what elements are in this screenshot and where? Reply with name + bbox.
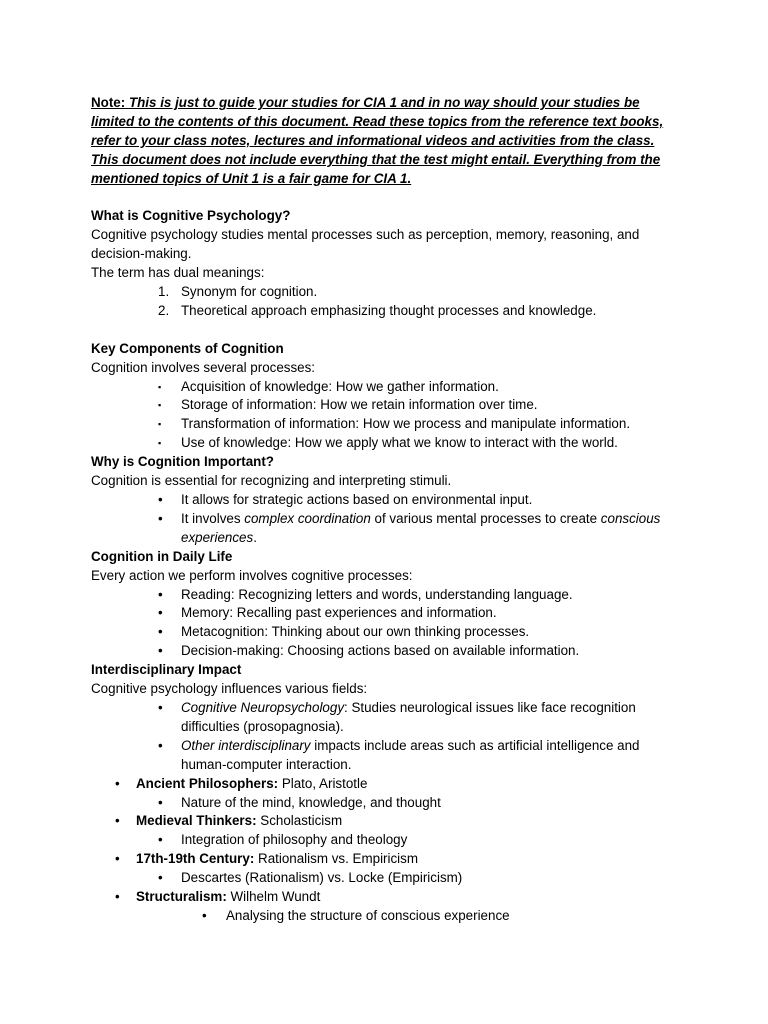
list-item (91, 396, 681, 415)
bullet-icon: • (158, 870, 163, 886)
numbered-list (91, 283, 681, 321)
paragraph: Cognitive psychology influences various fields: (91, 681, 368, 697)
heading-why-cognition-important: Why is Cognition Important? (91, 454, 274, 470)
list-item-text: of various mental processes to create (370, 510, 601, 526)
list-item (91, 907, 681, 926)
history-label: 17th-19th Century: (136, 851, 255, 867)
list-item (91, 415, 681, 434)
bullet-icon: • (158, 737, 163, 753)
history-list (91, 775, 681, 926)
paragraph: Cognition involves several processes: (91, 359, 316, 375)
history-value: Wilhelm Wundt (226, 889, 321, 905)
bullet-list (91, 586, 681, 662)
history-value: Scholasticism (256, 813, 343, 829)
spacer (91, 189, 681, 208)
history-value: Plato, Aristotle (278, 775, 368, 791)
bullet-icon: • (115, 851, 120, 867)
list-item-text: Decision-making: Choosing actions based on available information. (181, 643, 580, 659)
heading-what-is-cognitive-psychology: What is Cognitive Psychology? (91, 208, 291, 224)
italic-text: Other interdisciplinary (181, 737, 311, 753)
list-item-text: Theoretical approach emphasizing thought processes and knowledge. (181, 302, 597, 318)
list-item-text: Reading: Recognizing letters and words, understanding language. (181, 586, 573, 602)
list-item (91, 869, 681, 888)
spacer (91, 321, 681, 340)
paragraph: The term has dual meanings: (91, 265, 265, 281)
list-item (91, 302, 681, 321)
bullet-icon: • (158, 643, 163, 659)
bullet-icon: • (115, 889, 120, 905)
list-item (91, 850, 681, 869)
bullet-icon: • (158, 699, 163, 715)
list-item (91, 378, 681, 397)
list-item-text: . (253, 529, 257, 545)
list-item (91, 794, 681, 813)
list-item (91, 510, 681, 548)
list-item-text: Acquisition of knowledge: How we gather information. (181, 378, 499, 394)
heading-interdisciplinary-impact: Interdisciplinary Impact (91, 662, 242, 678)
list-item-text: Transformation of information: How we process and manipulate information. (181, 416, 631, 432)
list-item-text: : Studies neurological issues like face recognition difficulties (prosopagnosia). (181, 699, 636, 734)
history-label: Medieval Thinkers: (136, 813, 257, 829)
italic-text: Cognitive Neuropsychology (181, 699, 345, 715)
bullet-icon: • (158, 605, 163, 621)
list-item (91, 642, 681, 661)
note-label: Note: (91, 95, 126, 110)
list-item-text: Synonym for cognition. (181, 284, 318, 300)
list-item (91, 604, 681, 623)
list-item-text: Metacognition: Thinking about our own thinking processes. (181, 624, 530, 640)
list-item-text: impacts include areas such as artificial intelligence and human-computer interaction. (181, 737, 640, 772)
square-bullet-icon: ▪ (158, 419, 162, 430)
history-label: Structuralism: (136, 889, 227, 905)
history-sub: Analysing the structure of conscious experience (226, 907, 510, 923)
list-item-text: It allows for strategic actions based on environmental input. (181, 492, 533, 507)
bullet-icon: • (202, 907, 207, 923)
list-item (91, 775, 681, 794)
list-item (91, 831, 681, 850)
square-bullet-icon: ▪ (158, 438, 162, 449)
bullet-icon: • (158, 832, 163, 848)
list-item (91, 699, 681, 737)
list-item (91, 491, 681, 510)
bullet-list (91, 491, 681, 548)
list-item-text: Storage of information: How we retain information over time. (181, 397, 538, 413)
history-value: Rationalism vs. Empiricism (254, 851, 419, 867)
history-sub: Integration of philosophy and theology (181, 832, 408, 848)
bullet-icon: • (158, 794, 163, 810)
history-sub: Nature of the mind, knowledge, and thought (181, 794, 441, 810)
paragraph: Every action we perform involves cognitive processes: (91, 567, 413, 583)
list-item (91, 623, 681, 642)
list-number: 1. (158, 284, 170, 300)
bullet-list (91, 699, 681, 775)
history-sub: Descartes (Rationalism) vs. Locke (Empiricism) (181, 870, 463, 886)
bullet-icon: • (115, 813, 120, 829)
square-bullet-list (91, 378, 681, 454)
square-bullet-icon: ▪ (158, 400, 162, 411)
paragraph: Cognitive psychology studies mental processes such as perception, memory, reasoning, and decision-making. (91, 227, 640, 262)
list-item (91, 812, 681, 831)
bullet-icon: • (158, 624, 163, 640)
italic-text: conscious experiences (181, 510, 661, 545)
heading-cognition-daily-life: Cognition in Daily Life (91, 548, 233, 564)
note-text: This is just to guide your studies for CIA 1 and in no way should your studies be limited to the contents of this document. Read these topics from the reference text books, refer to your class notes, lectures and informational videos and activities from the class. This document does not include everything that the test might entail. Everything from the mentioned topics of Unit 1 is a fair game for CIA 1. (91, 95, 664, 186)
list-item-text: Use of knowledge: How we apply what we know to interact with the world. (181, 435, 618, 451)
list-item (91, 586, 681, 605)
list-item (91, 283, 681, 302)
list-item (91, 434, 681, 453)
list-number: 2. (158, 302, 170, 318)
bullet-icon: • (115, 775, 120, 791)
document-content (91, 94, 681, 926)
italic-text: complex coordination (244, 510, 371, 526)
square-bullet-icon: ▪ (158, 381, 162, 392)
list-item-text: It involves (181, 510, 245, 526)
bullet-icon: • (158, 586, 163, 602)
paragraph: Cognition is essential for recognizing and interpreting stimuli. (91, 473, 452, 489)
bullet-icon: • (158, 510, 163, 526)
history-label: Ancient Philosophers: (136, 775, 279, 791)
list-item (91, 888, 681, 907)
list-item-text: Memory: Recalling past experiences and information. (181, 605, 497, 621)
note-paragraph (91, 94, 681, 189)
heading-key-components: Key Components of Cognition (91, 340, 284, 356)
list-item (91, 737, 681, 775)
bullet-icon: • (158, 492, 163, 507)
